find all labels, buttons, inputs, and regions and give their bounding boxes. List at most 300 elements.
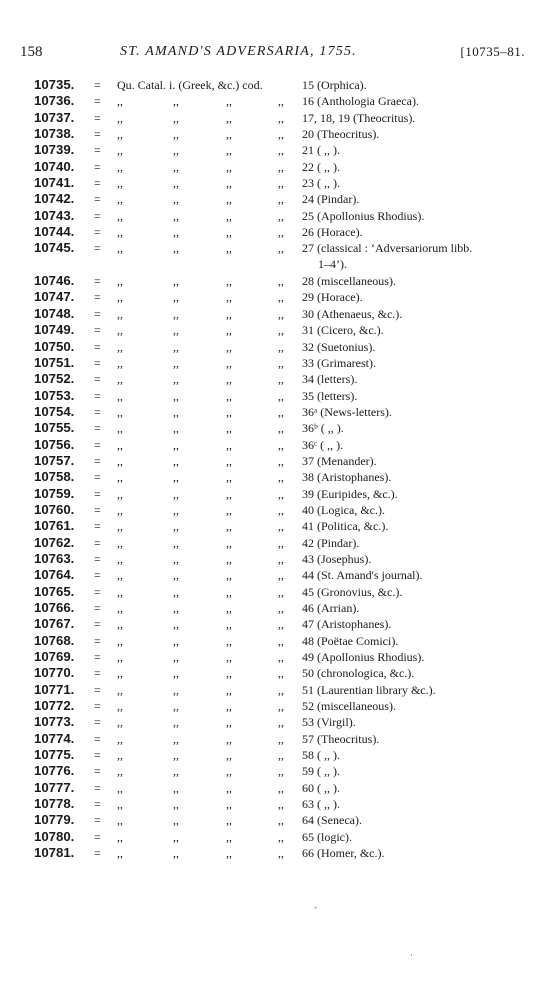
entry-list bbox=[34, 77, 514, 862]
ditto-mark: ,, bbox=[173, 388, 179, 403]
entry-number: 10743. bbox=[34, 207, 75, 223]
ditto-mark: ,, bbox=[226, 601, 232, 615]
ditto-mark: ,, bbox=[226, 829, 232, 844]
ditto-mark: ,, bbox=[278, 404, 284, 419]
equals-sign: = bbox=[94, 355, 101, 370]
ditto-mark: ,, bbox=[278, 829, 284, 844]
ditto-mark: ,, bbox=[278, 437, 284, 452]
entry-number: 10746. bbox=[34, 273, 75, 289]
entry-description: 58 ( ,, ). bbox=[302, 748, 340, 763]
ditto-mark: ,, bbox=[226, 846, 232, 861]
entry-description: 33 (Grimarest). bbox=[302, 355, 376, 370]
entry-description: 22 ( ,, ). bbox=[302, 159, 340, 174]
ditto-mark: ,, bbox=[278, 731, 284, 746]
catalogue-reference: Qu. Catal. i. (Greek, &c.) cod. bbox=[117, 78, 263, 92]
ditto-mark: ,, bbox=[173, 355, 179, 370]
entry-description: 57 (Theocritus). bbox=[302, 731, 380, 746]
ditto-mark: ,, bbox=[226, 208, 232, 223]
ditto-mark: ,, bbox=[226, 225, 232, 240]
ditto-mark: ,, bbox=[278, 519, 284, 534]
ditto-mark: ,, bbox=[117, 241, 123, 256]
ditto-mark: ,, bbox=[173, 666, 179, 681]
entry-number: 10777. bbox=[34, 779, 75, 795]
entry-row bbox=[34, 633, 514, 649]
entry-number: 10756. bbox=[34, 436, 75, 452]
running-title: ST. AMAND'S ADVERSARIA, 1755. bbox=[120, 44, 357, 59]
equals-sign: = bbox=[94, 519, 101, 534]
ditto-mark: ,, bbox=[117, 813, 123, 828]
ditto-mark: ,, bbox=[226, 290, 232, 305]
entry-row bbox=[34, 142, 514, 158]
ditto-mark: ,, bbox=[117, 274, 123, 289]
entry-row bbox=[34, 208, 514, 224]
entry-description: 40 (Logica, &c.). bbox=[302, 502, 385, 517]
ditto-mark: ,, bbox=[117, 633, 123, 648]
ditto-mark: ,, bbox=[117, 666, 123, 681]
equals-sign: = bbox=[94, 290, 101, 305]
equals-sign: = bbox=[94, 780, 101, 795]
entry-number: 10749. bbox=[34, 322, 75, 338]
ditto-mark: ,, bbox=[226, 339, 232, 354]
ditto-mark: ,, bbox=[117, 502, 123, 517]
entry-row bbox=[34, 682, 514, 698]
entry-description: 26 (Horace). bbox=[302, 225, 363, 240]
ditto-mark: ,, bbox=[226, 519, 232, 534]
entry-number: 10745. bbox=[34, 240, 75, 256]
entry-number: 10776. bbox=[34, 763, 75, 779]
running-header bbox=[20, 44, 525, 64]
ditto-mark: ,, bbox=[226, 323, 232, 338]
ditto-mark: ,, bbox=[278, 650, 284, 665]
ditto-mark: ,, bbox=[226, 421, 232, 436]
ditto-mark: ,, bbox=[173, 339, 179, 354]
entry-row bbox=[34, 665, 514, 681]
entry-description: 49 (Apollonius Rhodius). bbox=[302, 650, 425, 665]
entry-row bbox=[34, 175, 514, 191]
ditto-mark: ,, bbox=[117, 551, 123, 566]
ditto-mark: ,, bbox=[117, 731, 123, 746]
ditto-mark: ,, bbox=[117, 780, 123, 795]
equals-sign: = bbox=[94, 208, 101, 223]
entry-description: 23 ( ,, ). bbox=[302, 176, 340, 191]
ditto-mark: ,, bbox=[117, 323, 123, 338]
entry-number: 10751. bbox=[34, 354, 75, 370]
ditto-mark: ,, bbox=[278, 715, 284, 730]
entry-description: 25 (Apollonius Rhodius). bbox=[302, 208, 425, 223]
entry-number: 10767. bbox=[34, 616, 75, 632]
entry-number: 10750. bbox=[34, 338, 75, 354]
entry-description: 29 (Horace). bbox=[302, 290, 363, 305]
equals-sign: = bbox=[94, 535, 101, 550]
entry-row bbox=[34, 388, 514, 404]
ditto-mark: ,, bbox=[173, 192, 179, 207]
ditto-mark: ,, bbox=[226, 372, 232, 387]
ditto-mark: ,, bbox=[278, 355, 284, 370]
ditto-mark: ,, bbox=[173, 323, 179, 338]
entry-row bbox=[34, 355, 514, 371]
ditto-mark: ,, bbox=[226, 127, 232, 142]
entry-description: 37 (Menander). bbox=[302, 453, 377, 468]
equals-sign: = bbox=[94, 159, 101, 174]
entry-row bbox=[34, 93, 514, 109]
ditto-mark: ,, bbox=[226, 176, 232, 191]
equals-sign: = bbox=[94, 797, 101, 812]
ditto-mark: ,, bbox=[226, 159, 232, 174]
ditto-mark: ,, bbox=[278, 94, 284, 109]
ditto-mark: ,, bbox=[117, 421, 123, 436]
ditto-mark: ,, bbox=[278, 699, 284, 714]
equals-sign: = bbox=[94, 617, 101, 632]
entry-description: 45 (Gronovius, &c.). bbox=[302, 584, 403, 599]
entry-number: 10761. bbox=[34, 518, 75, 534]
ditto-mark: ,, bbox=[173, 601, 179, 615]
entry-number: 10780. bbox=[34, 828, 75, 844]
entry-row bbox=[34, 240, 514, 273]
ditto-mark: ,, bbox=[278, 617, 284, 632]
entry-number: 10744. bbox=[34, 224, 75, 240]
entry-row bbox=[34, 714, 514, 730]
equals-sign: = bbox=[94, 748, 101, 763]
equals-sign: = bbox=[94, 470, 101, 485]
entry-description: 42 (Pindar). bbox=[302, 535, 360, 550]
ditto-mark: ,, bbox=[117, 225, 123, 240]
ditto-mark: ,, bbox=[117, 110, 123, 125]
ditto-mark: ,, bbox=[226, 666, 232, 681]
ditto-mark: ,, bbox=[278, 421, 284, 436]
entry-description: 64 (Seneca). bbox=[302, 813, 362, 828]
ditto-mark: ,, bbox=[278, 323, 284, 338]
entry-number: 10762. bbox=[34, 534, 75, 550]
ditto-mark: ,, bbox=[173, 176, 179, 191]
ditto-mark: ,, bbox=[173, 731, 179, 746]
entry-row bbox=[34, 306, 514, 322]
entry-row bbox=[34, 420, 514, 436]
entry-number: 10740. bbox=[34, 158, 75, 174]
entry-row bbox=[34, 224, 514, 240]
entry-number: 10764. bbox=[34, 567, 75, 583]
ditto-mark: ,, bbox=[117, 486, 123, 501]
ditto-mark: ,, bbox=[117, 797, 123, 812]
equals-sign: = bbox=[94, 274, 101, 289]
ditto-mark: ,, bbox=[117, 208, 123, 223]
ditto-mark: ,, bbox=[226, 241, 232, 256]
equals-sign: = bbox=[94, 94, 101, 109]
ditto-mark: ,, bbox=[173, 682, 179, 697]
equals-sign: = bbox=[94, 813, 101, 828]
entry-description: 35 (letters). bbox=[302, 388, 358, 403]
ditto-mark: ,, bbox=[278, 306, 284, 321]
entry-number: 10778. bbox=[34, 796, 75, 812]
ditto-mark: ,, bbox=[278, 339, 284, 354]
equals-sign: = bbox=[94, 78, 101, 92]
entry-number: 10747. bbox=[34, 289, 75, 305]
ditto-mark: ,, bbox=[226, 94, 232, 109]
ditto-mark: ,, bbox=[173, 208, 179, 223]
ditto-mark: ,, bbox=[173, 110, 179, 125]
equals-sign: = bbox=[94, 192, 101, 207]
ditto-mark: ,, bbox=[278, 127, 284, 142]
ditto-mark: ,, bbox=[117, 127, 123, 142]
ditto-mark: ,, bbox=[173, 780, 179, 795]
entry-description: 30 (Athenaeus, &c.). bbox=[302, 306, 403, 321]
entry-description: 46 (Arrian). bbox=[302, 601, 360, 615]
entry-number: 10759. bbox=[34, 485, 75, 501]
ditto-mark: ,, bbox=[173, 127, 179, 142]
entry-number: 10781. bbox=[34, 845, 75, 861]
equals-sign: = bbox=[94, 372, 101, 387]
ditto-mark: ,, bbox=[278, 143, 284, 158]
ditto-mark: ,, bbox=[117, 94, 123, 109]
entry-row bbox=[34, 649, 514, 665]
entry-row bbox=[34, 469, 514, 485]
equals-sign: = bbox=[94, 388, 101, 403]
ditto-mark: ,, bbox=[226, 748, 232, 763]
ditto-mark: ,, bbox=[278, 797, 284, 812]
ditto-mark: ,, bbox=[226, 780, 232, 795]
ditto-mark: ,, bbox=[173, 829, 179, 844]
ditto-mark: ,, bbox=[173, 764, 179, 779]
entry-row bbox=[34, 812, 514, 828]
equals-sign: = bbox=[94, 601, 101, 615]
entry-number: 10748. bbox=[34, 305, 75, 321]
ditto-mark: ,, bbox=[117, 453, 123, 468]
ditto-mark: ,, bbox=[278, 633, 284, 648]
ditto-mark: ,, bbox=[226, 453, 232, 468]
ditto-mark: ,, bbox=[173, 502, 179, 517]
ditto-mark: ,, bbox=[226, 633, 232, 648]
ditto-mark: ,, bbox=[117, 829, 123, 844]
ditto-mark: ,, bbox=[117, 372, 123, 387]
entry-description: 15 (Orphica). bbox=[302, 78, 367, 92]
ditto-mark: ,, bbox=[226, 274, 232, 289]
ditto-mark: ,, bbox=[117, 846, 123, 861]
ditto-mark: ,, bbox=[117, 764, 123, 779]
ditto-mark: ,, bbox=[226, 110, 232, 125]
ditto-mark: ,, bbox=[278, 192, 284, 207]
entry-row bbox=[34, 845, 514, 861]
entry-number: 10739. bbox=[34, 142, 75, 158]
ditto-mark: ,, bbox=[226, 470, 232, 485]
ditto-mark: ,, bbox=[117, 748, 123, 763]
ditto-mark: ,, bbox=[173, 437, 179, 452]
ditto-mark: ,, bbox=[117, 388, 123, 403]
entry-description: 59 ( ,, ). bbox=[302, 764, 340, 779]
entry-number: 10758. bbox=[34, 469, 75, 485]
ditto-mark: ,, bbox=[278, 110, 284, 125]
ditto-mark: ,, bbox=[226, 797, 232, 812]
entry-description: 51 (Laurentian library &c.). bbox=[302, 682, 436, 697]
print-speck: · bbox=[410, 950, 413, 960]
entry-row bbox=[34, 322, 514, 338]
ditto-mark: ,, bbox=[173, 421, 179, 436]
ditto-mark: ,, bbox=[226, 486, 232, 501]
ditto-mark: ,, bbox=[278, 372, 284, 387]
entry-description: 38 (Aristophanes). bbox=[302, 470, 392, 485]
entry-number: 10773. bbox=[34, 714, 75, 730]
entry-number: 10766. bbox=[34, 600, 75, 615]
ditto-mark: ,, bbox=[117, 699, 123, 714]
ditto-mark: ,, bbox=[117, 650, 123, 665]
entry-row bbox=[34, 600, 514, 616]
entry-row bbox=[34, 698, 514, 714]
ditto-mark: ,, bbox=[278, 388, 284, 403]
entry-description: 63 ( ,, ). bbox=[302, 797, 340, 812]
ditto-mark: ,, bbox=[117, 715, 123, 730]
ditto-mark: ,, bbox=[173, 225, 179, 240]
entry-range: [10735–81. bbox=[460, 44, 525, 59]
ditto-mark: ,, bbox=[278, 551, 284, 566]
entry-row bbox=[34, 829, 514, 845]
entry-row bbox=[34, 763, 514, 779]
ditto-mark: ,, bbox=[173, 568, 179, 583]
ditto-mark: ,, bbox=[278, 535, 284, 550]
ditto-mark: ,, bbox=[226, 502, 232, 517]
ditto-mark: ,, bbox=[117, 470, 123, 485]
ditto-mark: ,, bbox=[173, 519, 179, 534]
entry-number: 10774. bbox=[34, 730, 75, 746]
equals-sign: = bbox=[94, 306, 101, 321]
equals-sign: = bbox=[94, 176, 101, 191]
ditto-mark: ,, bbox=[278, 748, 284, 763]
ditto-mark: ,, bbox=[226, 650, 232, 665]
entry-number: 10770. bbox=[34, 665, 75, 681]
entry-description: 20 (Theocritus). bbox=[302, 127, 380, 142]
ditto-mark: ,, bbox=[226, 551, 232, 566]
equals-sign: = bbox=[94, 764, 101, 779]
ditto-mark: ,, bbox=[226, 143, 232, 158]
entry-description-continued: 1–4’). bbox=[318, 257, 347, 272]
ditto-mark: ,, bbox=[226, 617, 232, 632]
entry-description: 36ᵇ ( ,, ). bbox=[302, 421, 344, 436]
ditto-mark: ,, bbox=[173, 486, 179, 501]
equals-sign: = bbox=[94, 715, 101, 730]
ditto-mark: ,, bbox=[117, 601, 123, 615]
ditto-mark: ,, bbox=[226, 731, 232, 746]
equals-sign: = bbox=[94, 829, 101, 844]
ditto-mark: ,, bbox=[226, 699, 232, 714]
entry-description: 34 (letters). bbox=[302, 372, 358, 387]
entry-description: 36ᶜ ( ,, ). bbox=[302, 437, 344, 452]
entry-number: 10736. bbox=[34, 93, 75, 109]
entry-description: 21 ( ,, ). bbox=[302, 143, 340, 158]
entry-number: 10754. bbox=[34, 403, 75, 419]
entry-row bbox=[34, 191, 514, 207]
entry-row bbox=[34, 584, 514, 600]
ditto-mark: ,, bbox=[226, 764, 232, 779]
entry-row bbox=[34, 289, 514, 305]
print-speck: - bbox=[314, 902, 317, 912]
ditto-mark: ,, bbox=[173, 290, 179, 305]
equals-sign: = bbox=[94, 437, 101, 452]
equals-sign: = bbox=[94, 110, 101, 125]
entry-description: 47 (Aristophanes). bbox=[302, 617, 392, 632]
ditto-mark: ,, bbox=[226, 715, 232, 730]
ditto-mark: ,, bbox=[117, 192, 123, 207]
ditto-mark: ,, bbox=[173, 372, 179, 387]
equals-sign: = bbox=[94, 846, 101, 861]
ditto-mark: ,, bbox=[117, 404, 123, 419]
entry-number: 10737. bbox=[34, 109, 75, 125]
equals-sign: = bbox=[94, 404, 101, 419]
ditto-mark: ,, bbox=[117, 535, 123, 550]
entry-description: 65 (logic). bbox=[302, 829, 352, 844]
ditto-mark: ,, bbox=[226, 813, 232, 828]
entry-number: 10769. bbox=[34, 649, 75, 665]
ditto-mark: ,, bbox=[173, 404, 179, 419]
page-number: 158 bbox=[20, 44, 43, 60]
ditto-mark: ,, bbox=[173, 584, 179, 599]
entry-description: 60 ( ,, ). bbox=[302, 780, 340, 795]
ditto-mark: ,, bbox=[226, 306, 232, 321]
equals-sign: = bbox=[94, 453, 101, 468]
ditto-mark: ,, bbox=[117, 355, 123, 370]
entry-description: 27 (classical : ‘Adversariorum libb. bbox=[302, 241, 473, 256]
equals-sign: = bbox=[94, 551, 101, 566]
equals-sign: = bbox=[94, 339, 101, 354]
ditto-mark: ,, bbox=[117, 159, 123, 174]
entry-row bbox=[34, 110, 514, 126]
entry-row bbox=[34, 731, 514, 747]
entry-description: 24 (Pindar). bbox=[302, 192, 360, 207]
entry-number: 10741. bbox=[34, 175, 75, 191]
equals-sign: = bbox=[94, 143, 101, 158]
equals-sign: = bbox=[94, 241, 101, 256]
ditto-mark: ,, bbox=[173, 650, 179, 665]
ditto-mark: ,, bbox=[117, 437, 123, 452]
ditto-mark: ,, bbox=[226, 535, 232, 550]
entry-row bbox=[34, 551, 514, 567]
ditto-mark: ,, bbox=[278, 666, 284, 681]
equals-sign: = bbox=[94, 486, 101, 501]
ditto-mark: ,, bbox=[173, 143, 179, 158]
ditto-mark: ,, bbox=[117, 568, 123, 583]
entry-number: 10771. bbox=[34, 681, 75, 697]
ditto-mark: ,, bbox=[226, 192, 232, 207]
equals-sign: = bbox=[94, 731, 101, 746]
ditto-mark: ,, bbox=[278, 225, 284, 240]
equals-sign: = bbox=[94, 682, 101, 697]
equals-sign: = bbox=[94, 568, 101, 583]
entry-row bbox=[34, 780, 514, 796]
entry-row bbox=[34, 77, 514, 93]
ditto-mark: ,, bbox=[117, 617, 123, 632]
entry-description: 48 (Poëtae Comici). bbox=[302, 633, 399, 648]
entry-number: 10742. bbox=[34, 191, 75, 207]
entry-row bbox=[34, 273, 514, 289]
entry-row bbox=[34, 404, 514, 420]
ditto-mark: ,, bbox=[117, 339, 123, 354]
ditto-mark: ,, bbox=[278, 208, 284, 223]
ditto-mark: ,, bbox=[278, 486, 284, 501]
ditto-mark: ,, bbox=[173, 617, 179, 632]
equals-sign: = bbox=[94, 127, 101, 142]
entry-number: 10763. bbox=[34, 550, 75, 566]
equals-sign: = bbox=[94, 584, 101, 599]
entry-number: 10755. bbox=[34, 420, 75, 436]
ditto-mark: ,, bbox=[117, 584, 123, 599]
ditto-mark: ,, bbox=[173, 715, 179, 730]
entry-description: 17, 18, 19 (Theocritus). bbox=[302, 110, 416, 125]
entry-number: 10752. bbox=[34, 371, 75, 387]
ditto-mark: ,, bbox=[226, 355, 232, 370]
entry-row bbox=[34, 535, 514, 551]
ditto-mark: ,, bbox=[173, 551, 179, 566]
ditto-mark: ,, bbox=[117, 290, 123, 305]
equals-sign: = bbox=[94, 666, 101, 681]
ditto-mark: ,, bbox=[117, 176, 123, 191]
ditto-mark: ,, bbox=[173, 846, 179, 861]
ditto-mark: ,, bbox=[278, 846, 284, 861]
